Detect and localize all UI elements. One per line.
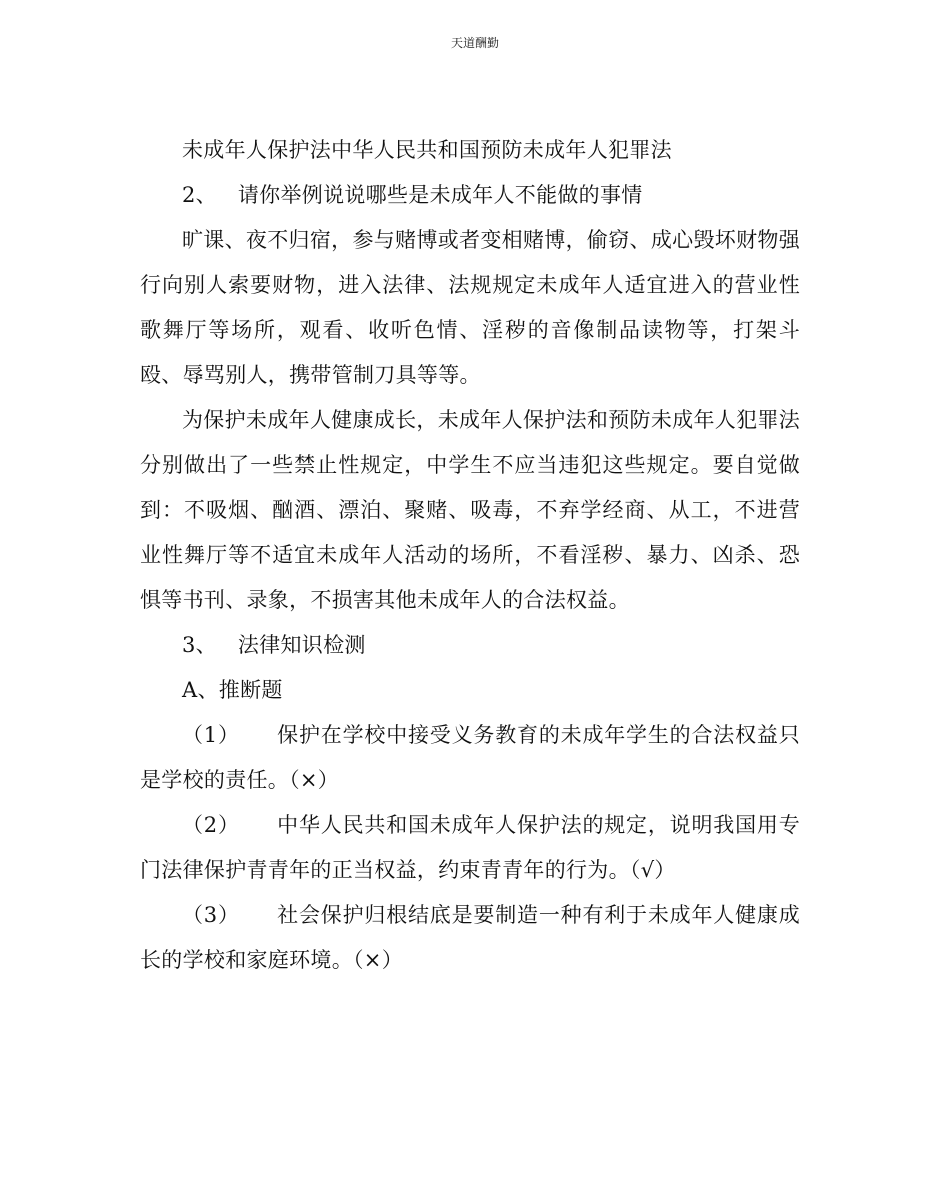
judgement-item-1: （1） 保护在学校中接受义务教育的未成年学生的合法权益只是学校的责任。（×） bbox=[140, 723, 800, 792]
section-3-heading: 3、 法律知识检测 bbox=[182, 633, 366, 657]
judgement-item-3: （3） 社会保护归根结底是要制造一种有利于未成年人健康成长的学校和家庭环境。（×） bbox=[140, 903, 800, 972]
paragraph-protection-rules: 为保护未成年人健康成长，未成年人保护法和预防未成年人犯罪法分别做出了一些禁止性规定，中学生不应当违犯这些规定。要自觉做到：不吸烟、酗酒、漂泊、聚赌、吸毒，不弃学经商、从工，不进营业性舞厅等不适宜未成年人活动的场所，不看淫秽、暴力、凶杀、恐惧等书刊、录象，不损害其他未成年人的合法权益。 bbox=[140, 408, 800, 612]
paragraph-law-titles: 未成年人保护法中华人民共和国预防未成年人犯罪法 bbox=[182, 138, 672, 162]
judgement-item-2: （2） 中华人民共和国未成年人保护法的规定，说明我国用专门法律保护青青年的正当权益，约束青青年的行为。（√） bbox=[140, 813, 800, 882]
subsection-a-heading: A、推断题 bbox=[182, 678, 283, 702]
document-body bbox=[140, 128, 800, 983]
page-header: 天道酬勤 bbox=[450, 36, 499, 50]
paragraph-prohibited-acts: 旷课、夜不归宿，参与赌博或者变相赌博，偷窃、成心毁坏财物强行向别人索要财物，进入法律、法规规定未成年人适宜进入的营业性歌舞厅等场所，观看、收听色情、淫秽的音像制品读物等，打架斗殴、辱骂别人，携带管制刀具等等。 bbox=[140, 228, 800, 387]
question-2-heading: 2、 请你举例说说哪些是未成年人不能做的事情 bbox=[182, 183, 643, 207]
